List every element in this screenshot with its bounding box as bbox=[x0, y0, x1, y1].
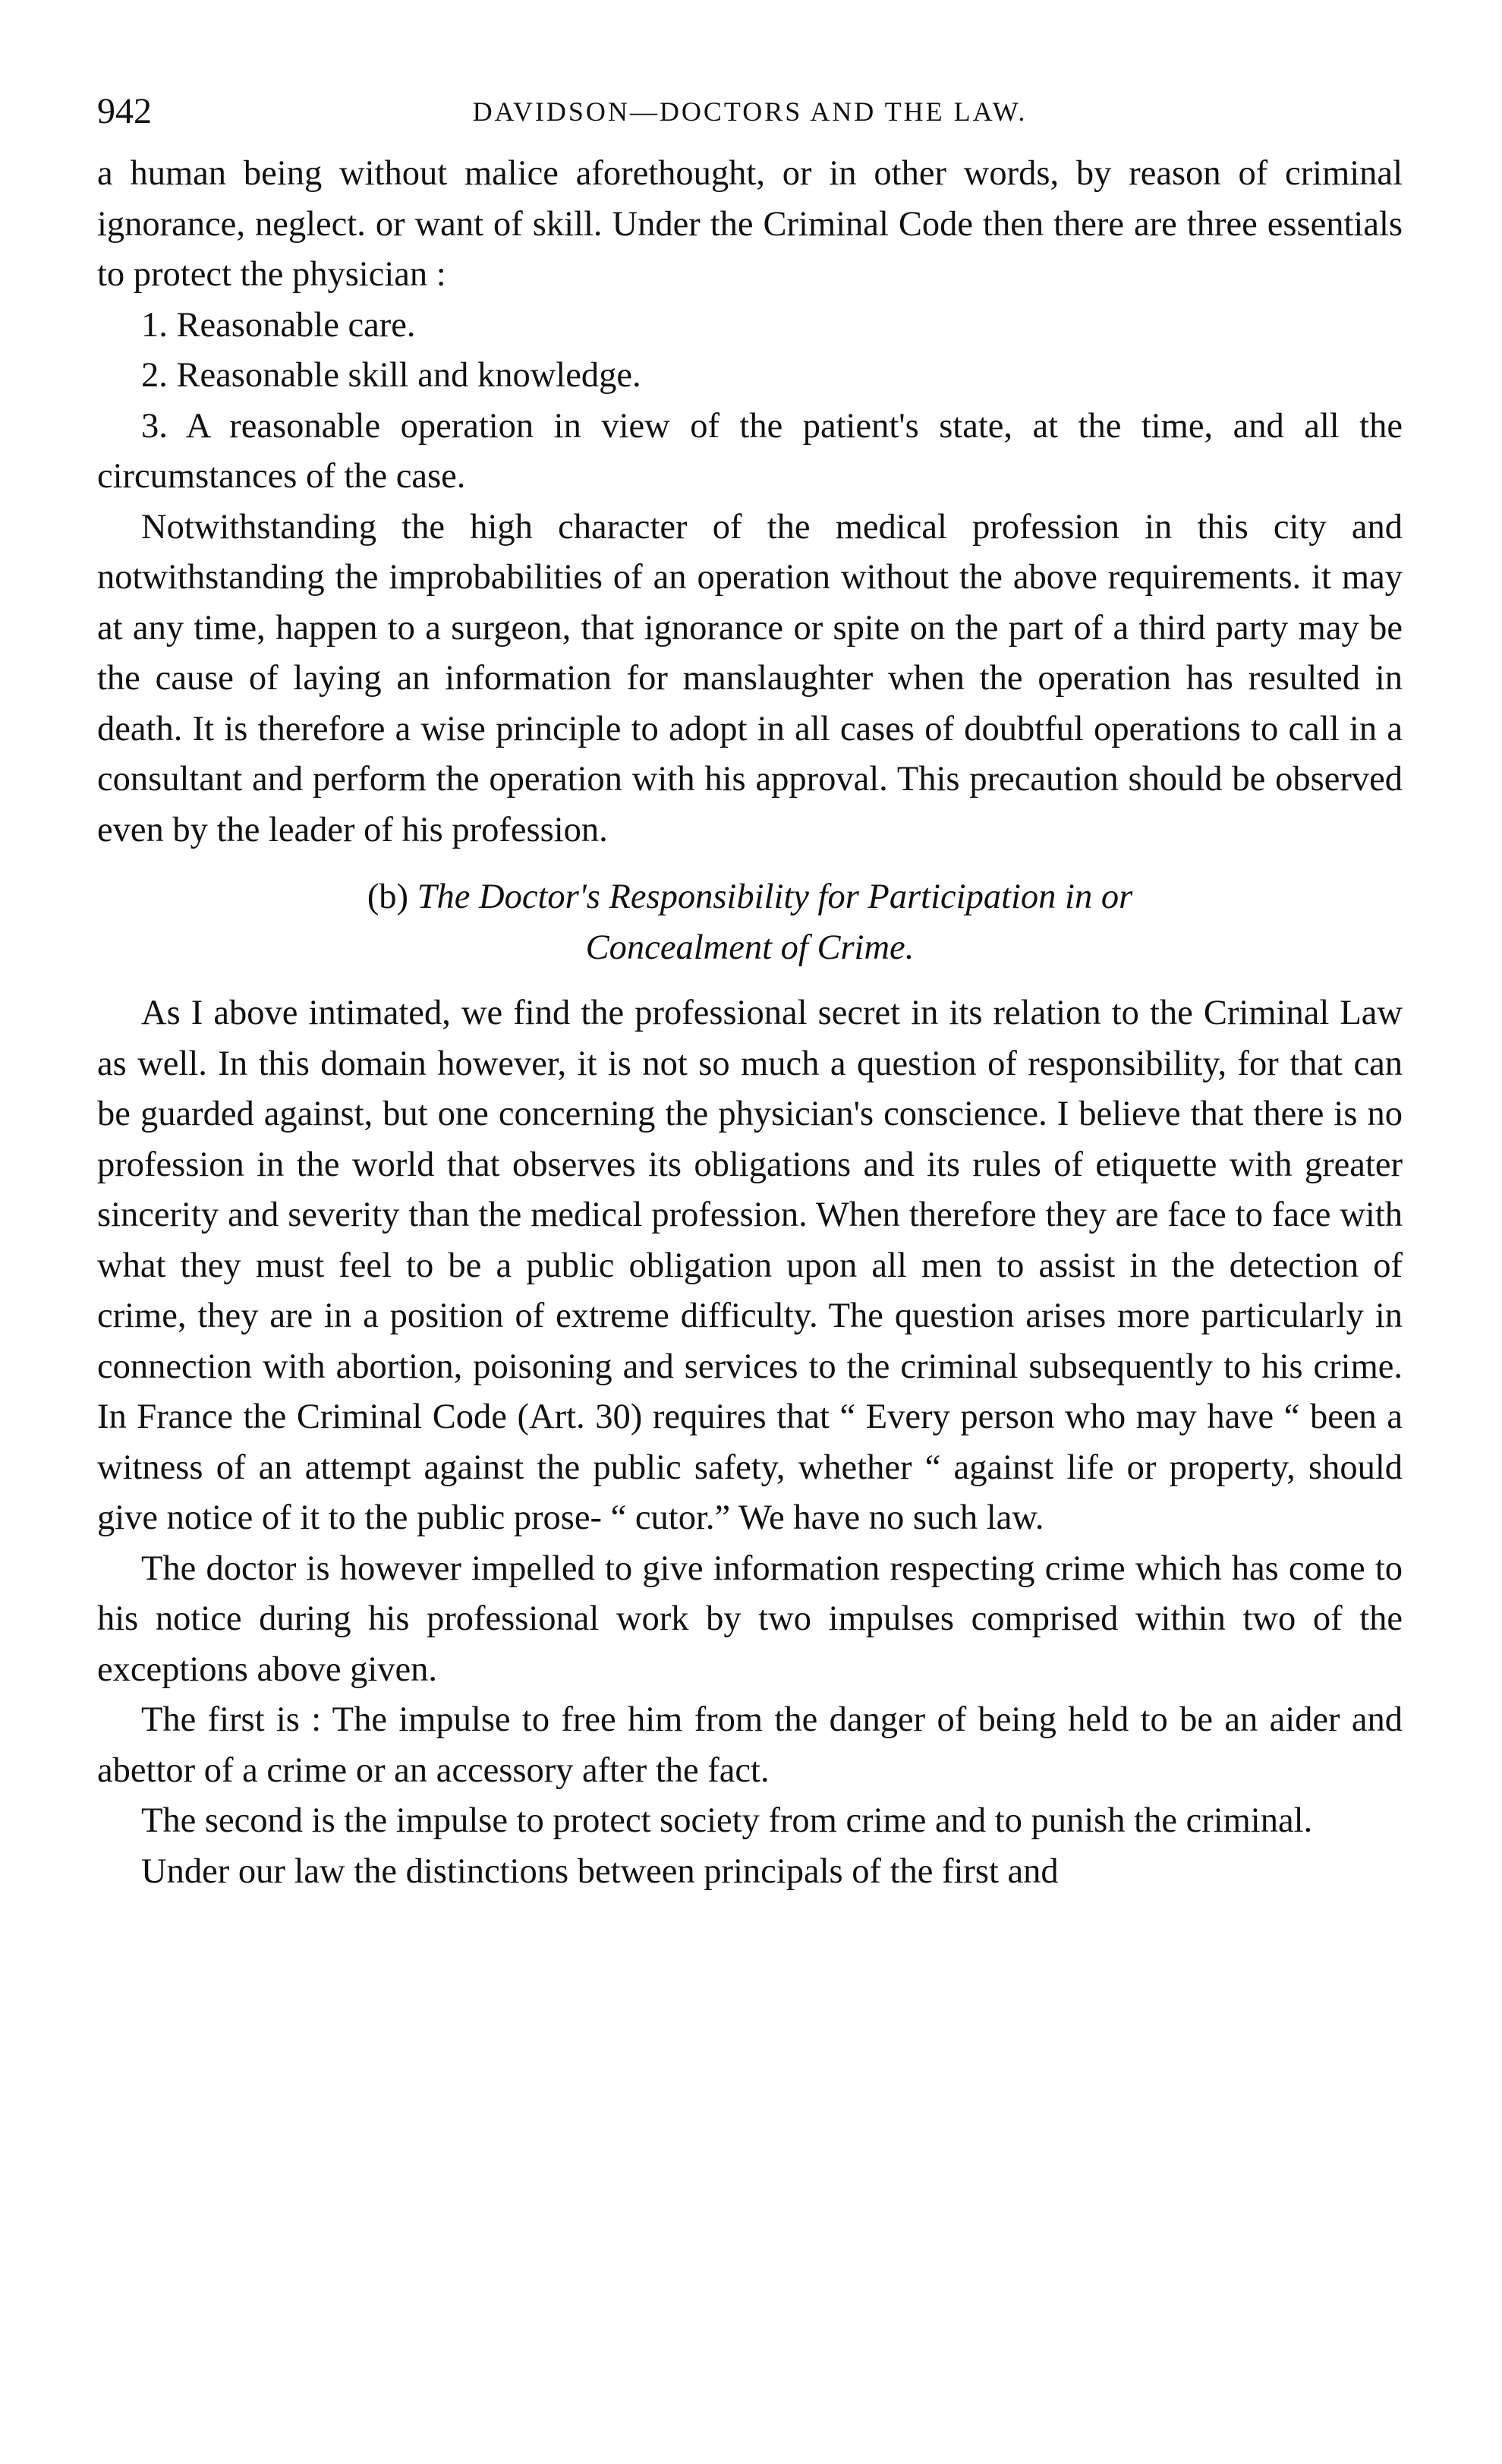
section-heading-line-1 bbox=[97, 872, 1403, 923]
list-item-reasonable-skill: 2. Reasonable skill and knowledge. bbox=[141, 356, 641, 395]
running-title: DAVIDSON—DOCTORS AND THE LAW. bbox=[472, 96, 1028, 127]
body-text bbox=[97, 149, 1403, 1897]
paragraph-under-our-law: Under our law the distinctions between principals of the first and bbox=[141, 1851, 1059, 1891]
paragraph-doctor-impelled: The doctor is however impelled to give information respecting crime which has come to his notice during his professional work by two impulses comprised within two of the exceptions above given. bbox=[97, 1549, 1403, 1689]
page-number: 942 bbox=[97, 91, 152, 131]
paragraph-notwithstanding: Notwithstanding the high character of the medical profession in this city and notwithstanding the improbabilities of an operation without the above requirements. it may at any time, happen to a surgeon, that ignorance or spite on the part of a third party may be the cause of laying an information for manslaughter when the operation has resulted in death. It is therefore a wise principle to adopt in all cases of doubtful operations to call in a consultant and perform the operation with his approval. This precaution should be observed even by the leader of his profession. bbox=[97, 507, 1403, 849]
running-head bbox=[97, 85, 1403, 138]
paragraph-second-impulse: The second is the impulse to protect society from crime and to punish the criminal. bbox=[141, 1801, 1313, 1840]
section-title-part-1: The Doctor's Responsibility for Participation in or bbox=[417, 878, 1133, 916]
paragraph-continuation: a human being without malice aforethought, or in other words, by reason of criminal ignorance, neglect. or want of skill. Under the Criminal Code then there are three essentials to protect the physician : bbox=[97, 154, 1403, 294]
list-item-reasonable-care: 1. Reasonable care. bbox=[141, 305, 416, 345]
book-page bbox=[97, 85, 1403, 1897]
paragraph-professional-secret: As I above intimated, we find the professional secret in its relation to the Criminal Law as well. In this domain however, it is not so much a question of responsibility, for that can be guarded against, but one concerning the physician's conscience. I believe that there is no profession in the world that observes its obligations and its rules of etiquette with greater sincerity and severity than the medical profession. When therefore they are face to face with what they must feel to be a public obligation upon all men to assist in the detection of crime, they are in a position of extreme difficulty. The question arises more particularly in connection with abortion, poisoning and services to the criminal subsequently to his crime. In France the Criminal Code (Art. 30) requires that “ Every person who may have “ been a witness of an attempt against the public safety, whether “ against life or property, should give notice of it to the public prose- “ cutor.” We have no such law. bbox=[97, 994, 1403, 1537]
paragraph-first-impulse: The first is : The impulse to free him from the danger of being held to be an aider and abettor of a crime or an accessory after the fact. bbox=[97, 1700, 1403, 1790]
section-label: (b) bbox=[367, 878, 409, 916]
section-title-part-2: Concealment of Crime. bbox=[585, 928, 915, 967]
list-item-reasonable-operation: 3. A reasonable operation in view of the patient's state, at the time, and all the circumstances of the case. bbox=[97, 406, 1403, 496]
section-heading-line-2 bbox=[97, 923, 1403, 974]
section-heading bbox=[97, 872, 1403, 973]
